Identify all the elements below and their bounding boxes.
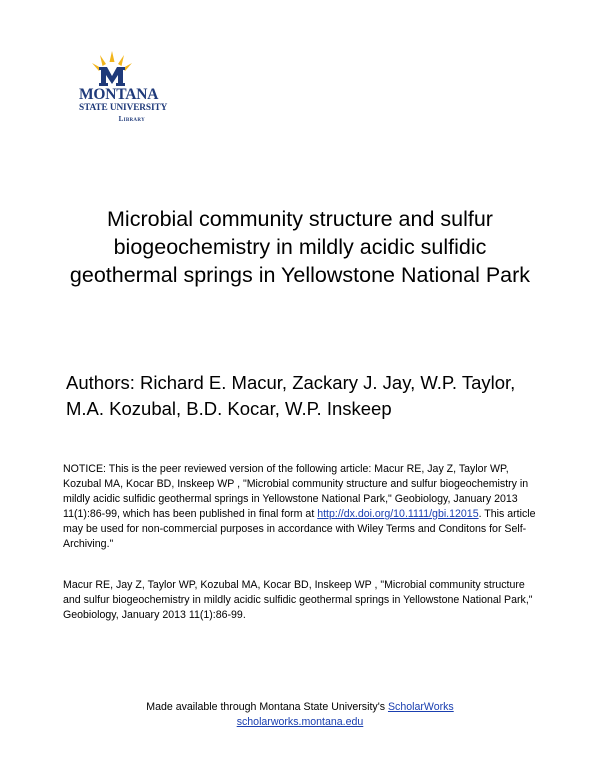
citation: Macur RE, Jay Z, Taylor WP, Kozubal MA, Kocar BD, Inskeep WP , "Microbial community structure and sulfur biogeochemistry in mildly acidic sulfidic geothermal springs in Yellowstone National Park," Geobiology, January 2013 11(1):86-99. xyxy=(63,579,533,621)
doi-link[interactable]: http://dx.doi.org/10.1111/gbi.12015 xyxy=(317,508,479,520)
scholarworks-link[interactable]: ScholarWorks xyxy=(387,701,454,713)
logo-library: Library xyxy=(118,115,145,123)
footer xyxy=(100,700,500,730)
paper-title: Microbial community structure and sulfur biogeochemistry in mildly acidic sulfidic geothermal springs in Yellowstone National Park xyxy=(69,207,531,287)
msu-m-emblem-icon xyxy=(79,50,145,88)
footer-prefix: Made available through Montana State University's xyxy=(146,701,388,713)
msu-library-logo xyxy=(79,50,168,126)
logo-montana: MONTANA xyxy=(79,86,159,103)
footer-line-1 xyxy=(100,700,500,715)
logo-state-university: STATE UNIVERSITY xyxy=(79,103,168,113)
notice-text-before-link: NOTICE: This is the peer reviewed version of the following article: Macur RE, Jay Z, Taylor WP, Kozubal MA, Kocar BD, Inskeep WP , "Microbial community structure and sulfur biogeochemistry in mildly acidic sulfidic geothermal springs in Yellowstone National Park," Geobiology, January 2013 11(1):86-99, which has been published in final form at xyxy=(63,463,529,520)
notice xyxy=(63,462,543,552)
notice-text-after-link: . This article may be used for non-commercial purposes in accordance with Wiley Terms and Conditons for Self-Archiving." xyxy=(63,508,536,550)
authors: Authors: Richard E. Macur, Zackary J. Jay, W.P. Taylor, M.A. Kozubal, B.D. Kocar, W.P. Inskeep xyxy=(66,372,516,419)
scholarworks-url-link[interactable]: scholarworks.montana.edu xyxy=(236,716,364,728)
